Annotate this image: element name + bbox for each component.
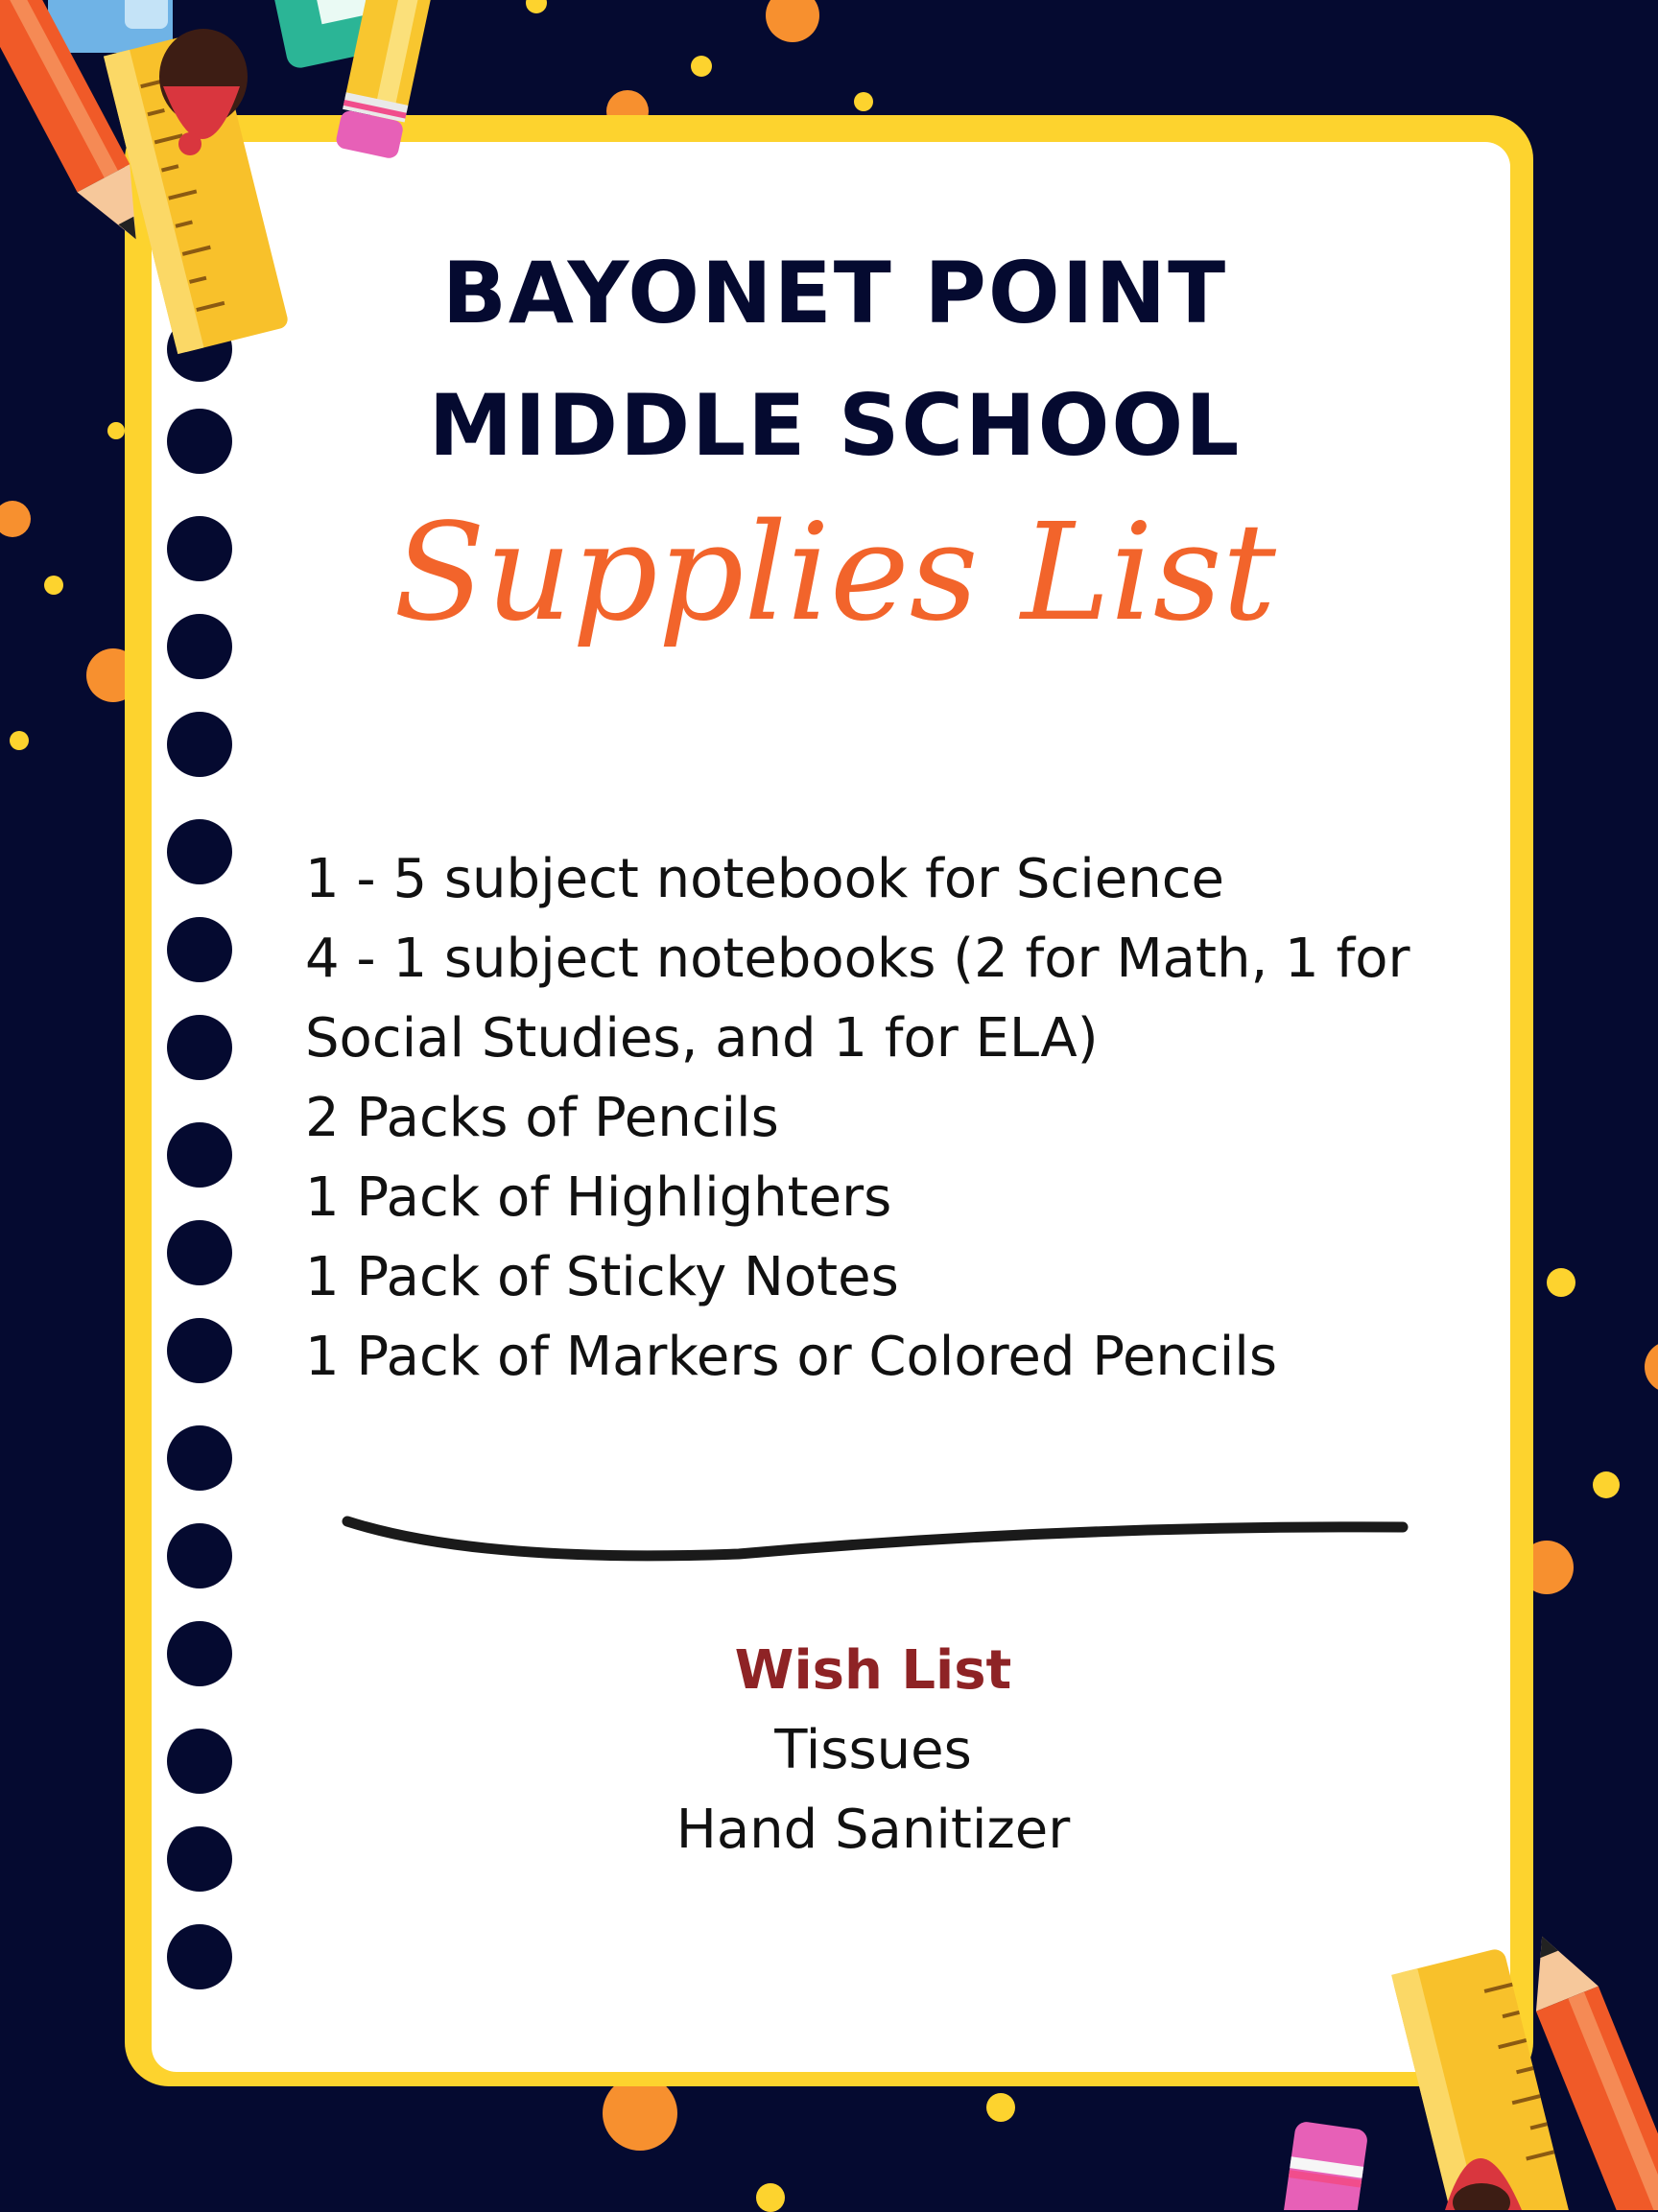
confetti-dot bbox=[526, 0, 547, 13]
binder-hole bbox=[167, 1924, 232, 1989]
supply-item: 1 Pack of Sticky Notes bbox=[305, 1246, 899, 1308]
school-name-line2: MIDDLE SCHOOL bbox=[428, 376, 1242, 475]
confetti-dot bbox=[44, 576, 63, 595]
binder-hole bbox=[167, 1220, 232, 1285]
confetti-dot bbox=[0, 501, 31, 537]
binder-hole bbox=[167, 1826, 232, 1892]
supply-item: 4 - 1 subject notebooks (2 for Math, 1 for bbox=[305, 928, 1410, 990]
supply-item: Social Studies, and 1 for ELA) bbox=[305, 1007, 1099, 1070]
supplies-list bbox=[305, 839, 1457, 1397]
supply-item: 1 - 5 subject notebook for Science bbox=[305, 848, 1224, 910]
binder-hole bbox=[167, 1621, 232, 1686]
confetti-dot bbox=[766, 0, 819, 42]
binder-hole bbox=[167, 1729, 232, 1794]
binder-hole bbox=[167, 819, 232, 884]
confetti-dot bbox=[1593, 1471, 1620, 1498]
binder-hole bbox=[167, 712, 232, 777]
wish-list-item: Tissues bbox=[774, 1719, 972, 1781]
confetti-dot bbox=[854, 92, 873, 111]
binder-hole bbox=[167, 1523, 232, 1588]
confetti-dot bbox=[10, 731, 29, 750]
binder-hole bbox=[167, 1318, 232, 1383]
binder-hole bbox=[167, 409, 232, 474]
wish-list-heading: Wish List bbox=[734, 1639, 1012, 1702]
wavy-divider bbox=[336, 1496, 1420, 1564]
supply-item: 1 Pack of Markers or Colored Pencils bbox=[305, 1326, 1278, 1388]
confetti-dot bbox=[1547, 1268, 1575, 1297]
confetti-dot bbox=[986, 2093, 1015, 2122]
binder-hole bbox=[167, 614, 232, 679]
pencil-icon bbox=[1282, 2121, 1369, 2210]
binder-hole bbox=[167, 1425, 232, 1491]
wish-list-item: Hand Sanitizer bbox=[675, 1799, 1071, 1861]
confetti-dot bbox=[107, 422, 125, 439]
binder-hole bbox=[167, 1122, 232, 1188]
confetti-dot bbox=[1645, 1341, 1658, 1393]
binder-hole bbox=[167, 917, 232, 982]
school-name-line1: BAYONET POINT bbox=[441, 244, 1228, 342]
confetti-dot bbox=[603, 2076, 677, 2151]
supply-item: 2 Packs of Pencils bbox=[305, 1087, 779, 1149]
supplies-list-heading: Supplies List bbox=[393, 495, 1276, 651]
binder-hole bbox=[167, 1015, 232, 1080]
school-supplies-illustration-bottom bbox=[1217, 1915, 1658, 2210]
binder-hole bbox=[167, 516, 232, 581]
confetti-dot bbox=[756, 2183, 785, 2212]
confetti-dot bbox=[691, 56, 712, 77]
supply-item: 1 Pack of Highlighters bbox=[305, 1166, 892, 1229]
